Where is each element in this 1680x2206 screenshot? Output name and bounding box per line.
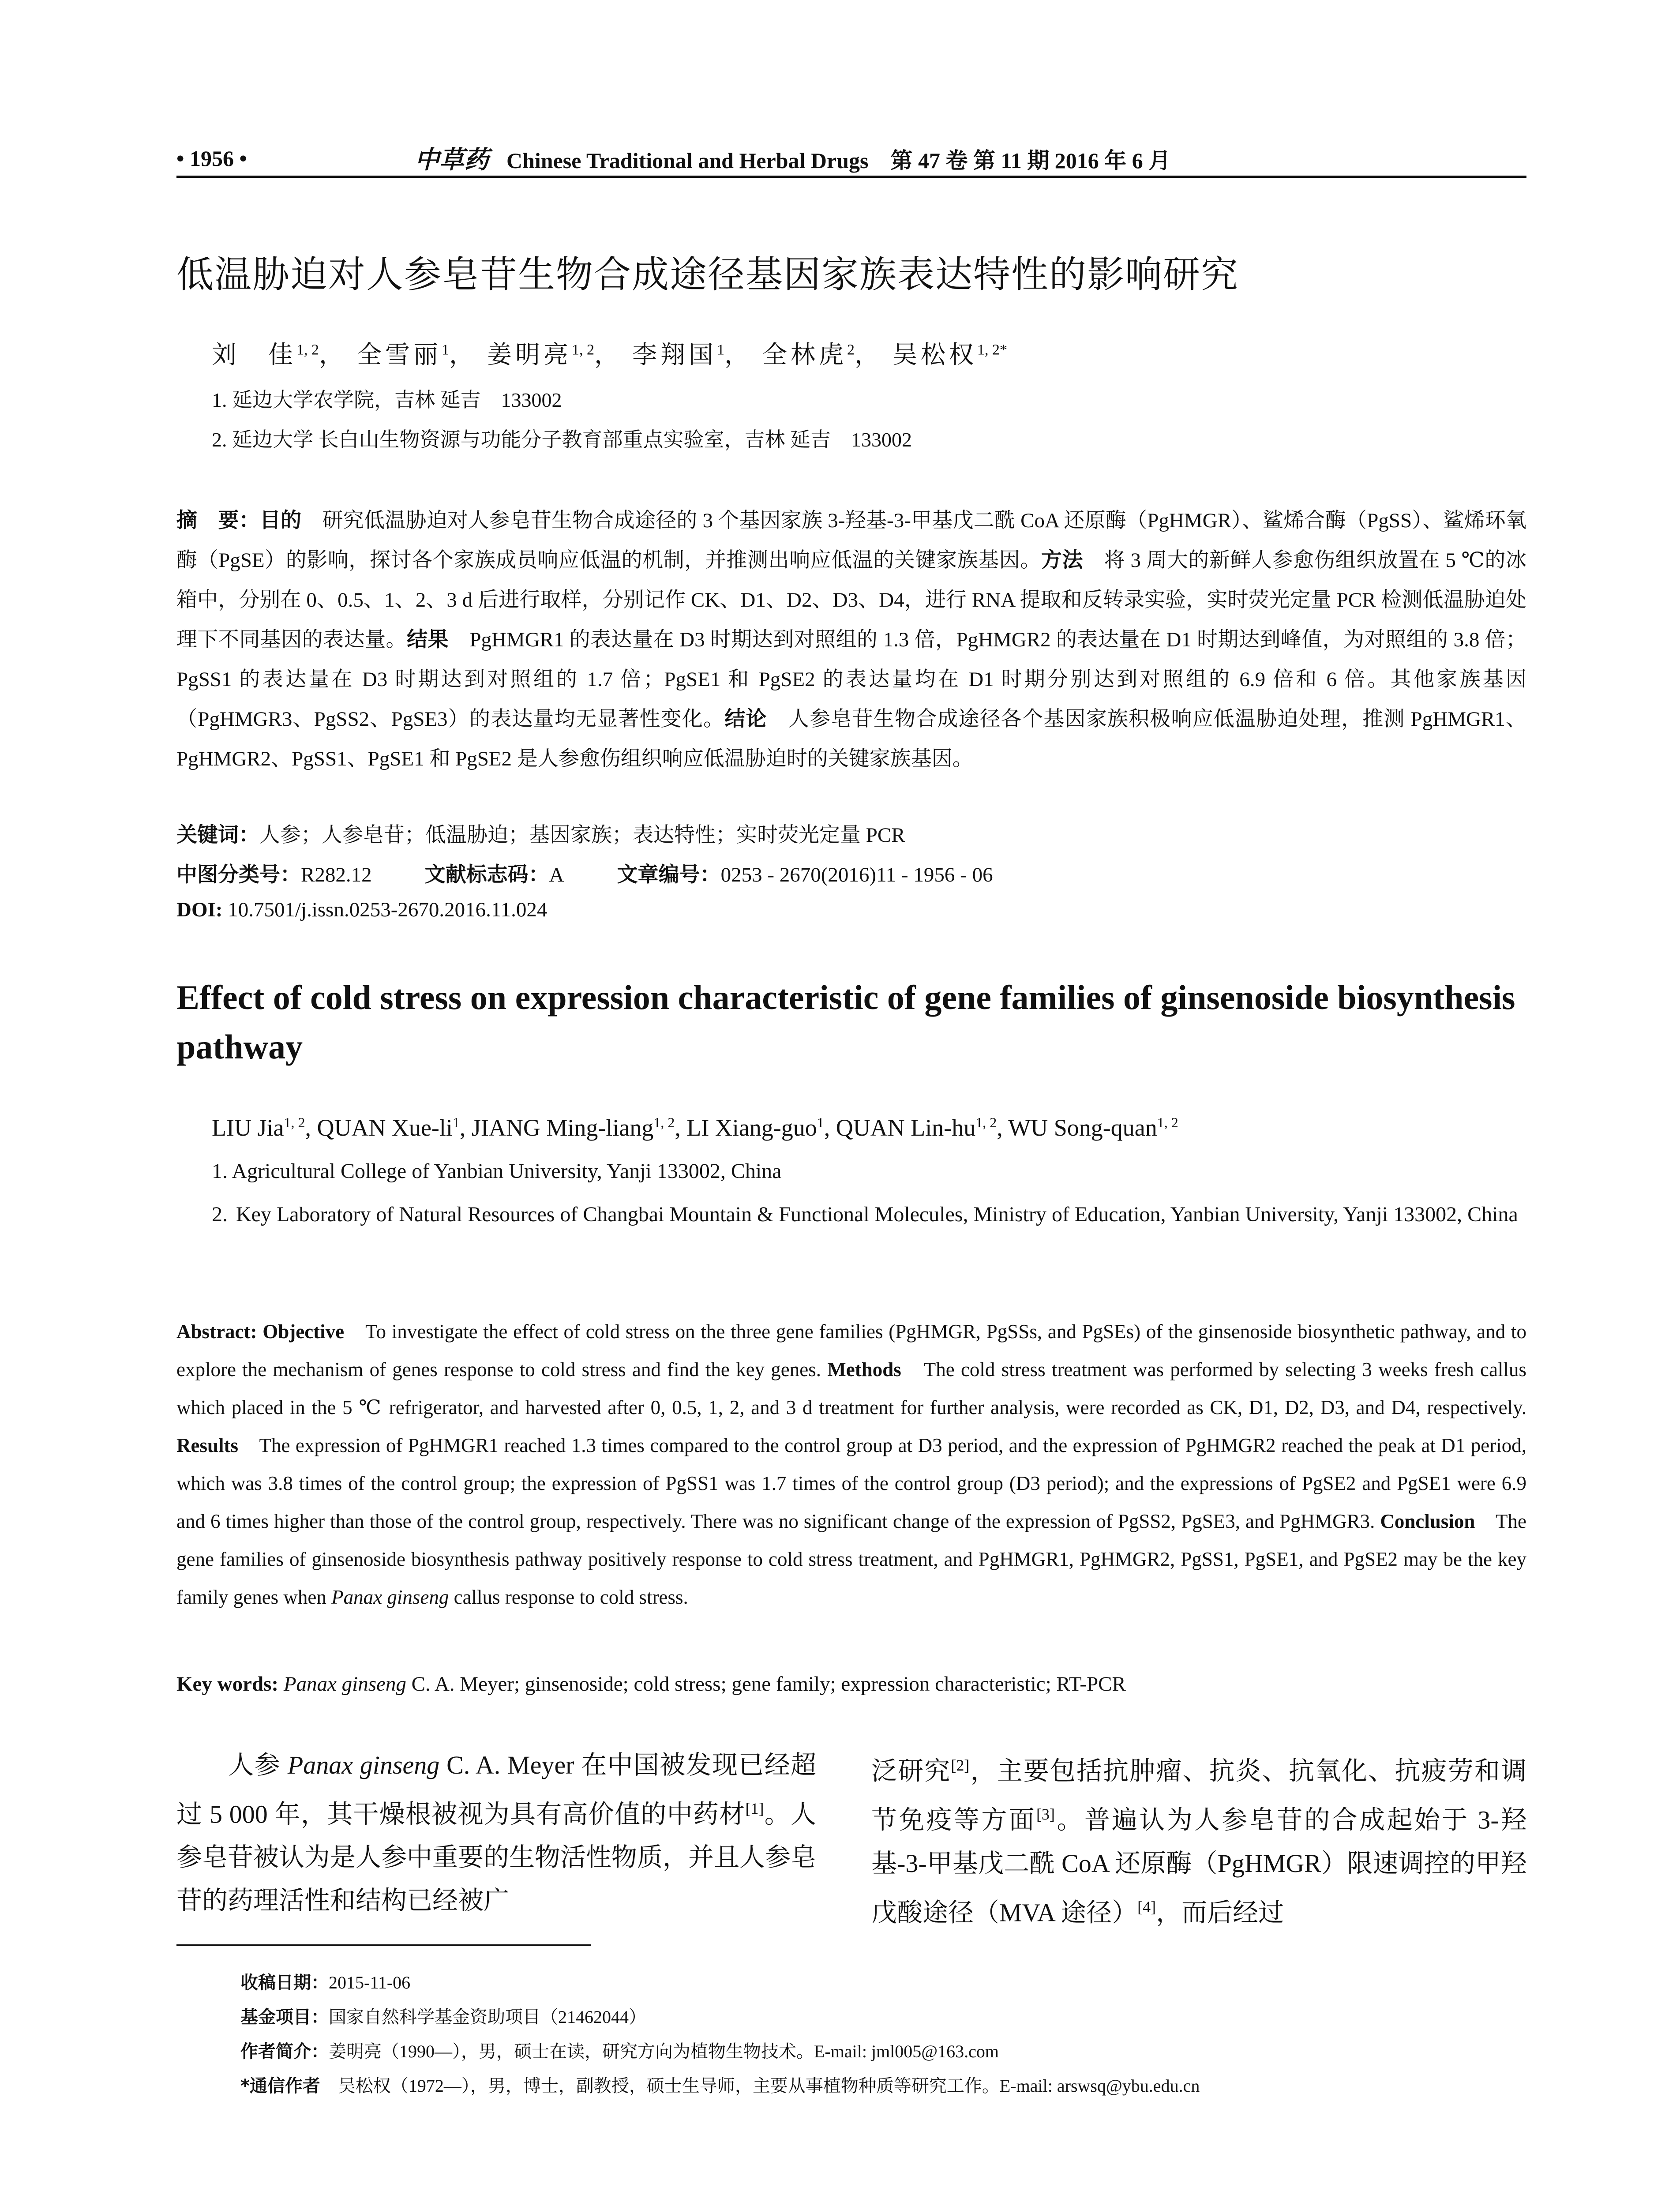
results-text: PgHMGR1 的表达量在 D3 时期达到对照组的 1.3 倍，PgHMGR2 的表达量在 D1 时期达到峰值，为对照组的 3.8 倍；PgSS1 的表达量在 D3 时期达到对照组的 1.7 倍；PgSE1 和 PgSE2 的表达量均在 D1 时期分别达到对照组的 6.9 倍和 6 倍。其他家族基因（PgHMGR3、PgSS2、PgSE3）的表达量均无显著性变化。 [176, 628, 1526, 731]
article-no-value: 0253 - 2670(2016)11 - 1956 - 06 [720, 863, 993, 886]
affiliation-marker: 1, 2 [284, 1114, 305, 1130]
doc-code-value: A [549, 863, 564, 886]
affiliation-marker: 1, 2 [296, 341, 319, 358]
bio-text: 姜明亮（1990—），男，硕士在读，研究方向为植物生物技术。E-mail: jml005@163.com [329, 2041, 999, 2061]
received-label: 收稿日期： [240, 1973, 329, 1993]
methods-text: The cold stress treatment was performed by selecting 3 weeks fresh callus which placed in the 5 ℃ refrigerator, and harvested after 0, 0.5, 1, 2, and 3 d treatment for further analysis, were recorded as CK, D1, D2, D3, and D4, respectively. [176, 1358, 1526, 1418]
separator: , [997, 1114, 1009, 1141]
cn-affiliation-1: 1. 延边大学农学院，吉林 延吉 133002 [212, 389, 562, 411]
footnote-fund [240, 2003, 646, 2028]
en-author: QUAN Lin-hu [836, 1114, 976, 1141]
affiliation-marker: 1, 2 [975, 1114, 997, 1130]
affiliation-marker: 1, 2* [977, 341, 1007, 358]
clc-value: R282.12 [301, 863, 372, 886]
separator: ， [594, 341, 622, 369]
cn-author: 姜明亮 [487, 341, 572, 369]
keywords-label: Key words: [176, 1673, 279, 1696]
cn-author: 刘 佳 [212, 341, 296, 369]
separator: , [824, 1114, 836, 1141]
conclusion-label: Conclusion [1380, 1510, 1475, 1532]
body-text: C. A. Meyer 在中国被发现已经超过 5 000 年，其干燥根被视为具有高价值的中药材 [176, 1751, 816, 1829]
conclusion-text: The gene families of ginsenoside biosynthesis pathway positively response to cold stress treatment, and PgHMGR1, PgHMGR2, PgSS1, PgSE1, and PgSE2 may be the key family genes when [176, 1510, 1526, 1608]
footnote-corresponding [240, 2072, 1200, 2097]
header-rule [176, 176, 1526, 178]
methods-label: Methods [827, 1358, 901, 1381]
running-header [176, 140, 1526, 176]
en-author: LIU Jia [212, 1114, 284, 1141]
affiliation-marker: 1 [817, 1114, 824, 1130]
methods-text: 将 3 周大的新鲜人参愈伤组织放置在 5 ℃的冰箱中，分别在 0、0.5、1、2、3 d 后进行取样，分别记作 CK、D1、D2、D3、D4，进行 RNA 提取和反转录实验，实时荧光定量 PCR 检测低温胁迫处理下不同基因的表达量。 [176, 549, 1526, 651]
doi-line [176, 898, 547, 922]
body-text: 。人参皂苷被认为是人参中重要的生物活性物质，并且人参皂苷的药理活性和结构已经被广 [176, 1800, 817, 1915]
cn-abstract [176, 501, 1526, 779]
citation-ref[interactable]: [1] [745, 1800, 764, 1817]
abstract-label: 摘 要： [176, 508, 260, 533]
body-column-left [176, 1744, 816, 1922]
methods-label: 方法 [1041, 548, 1084, 572]
affiliation-marker: 1, 2 [1157, 1114, 1178, 1130]
en-author: QUAN Xue-li [317, 1114, 453, 1141]
body-text: 人参 [228, 1751, 288, 1779]
results-label: 结果 [406, 627, 449, 652]
cn-authors [212, 335, 1007, 371]
affiliation-marker: 1 [452, 1114, 460, 1130]
body-text: 。普遍认为人参皂苷的合成起始于 3-羟基-3-甲基戊二酰 CoA 还原酶（PgHMGR）限速调控的甲羟戊酸途径（MVA 途径） [871, 1805, 1526, 1927]
objective-text: 研究低温胁迫对人参皂苷生物合成途径的 3 个基因家族 3-羟基-3-甲基戊二酰 CoA 还原酶（PgHMGR）、鲨烯合酶（PgSS）、鲨烯环氧酶（PgSE）的影响，探讨各个家族成员响应低温的机制，并推测出响应低温的关键家族基因。 [176, 509, 1526, 572]
affiliation-marker: 1 [717, 341, 724, 358]
affiliation-number: 2. [212, 1203, 228, 1226]
citation-ref[interactable]: [4] [1137, 1898, 1156, 1916]
cn-keywords [176, 818, 905, 848]
objective-label: 目的 [259, 508, 302, 533]
separator: , [459, 1114, 472, 1141]
conclusion-text: 人参皂苷生物合成途径各个基因家族积极响应低温胁迫处理，推测 PgHMGR1、PgHMGR2、PgSS1、PgSE1 和 PgSE2 是人参愈伤组织响应低温胁迫时的关键家族基因。 [176, 708, 1526, 770]
page-number: • 1956 • [176, 146, 248, 171]
cn-author: 全雪丽 [357, 341, 442, 369]
cn-classification [176, 858, 993, 888]
affiliation-marker: 1, 2 [572, 341, 594, 358]
affiliation-text: Key Laboratory of Natural Resources of Changbai Mountain & Functional Molecules, Ministry of Education, Yanbian University, Yanji 133002, China [236, 1203, 1518, 1226]
keywords-text: C. A. Meyer; ginsenoside; cold stress; gene family; expression characteristic; RT-PCR [406, 1673, 1126, 1696]
doi-label: DOI: [176, 898, 223, 921]
article-no-label: 文章编号： [617, 863, 721, 887]
bio-label: 作者简介： [240, 2041, 329, 2062]
separator: ， [449, 341, 477, 369]
objective-text: To investigate the effect of cold stress on the three gene families (PgHMGR, PgSSs, and PgSEs) of the ginsenoside biosynthetic pathway, and to explore the mechanism of genes response to cold stress and find the key genes. [176, 1321, 1526, 1381]
journal-logo: 中草药 [415, 146, 489, 174]
body-text: 泛研究 [871, 1756, 951, 1786]
cn-title: 低温胁迫对人参皂苷生物合成途径基因家族表达特性的影响研究 [176, 253, 1239, 296]
cn-author: 吴松权 [892, 341, 977, 369]
cn-author: 全林虎 [762, 341, 847, 369]
separator: ， [724, 341, 753, 369]
species-name: Panax ginseng [331, 1586, 449, 1608]
fund-text: 国家自然科学基金资助项目（21462044） [329, 2007, 646, 2027]
corresponding-text: 吴松权（1972—），男，博士，副教授，硕士生导师，主要从事植物种质等研究工作。E-mail: arswsq@ybu.edu.cn [320, 2076, 1200, 2096]
cn-author: 李翔国 [632, 341, 717, 369]
en-author: LI Xiang-guo [686, 1114, 817, 1141]
fund-label: 基金项目： [240, 2007, 329, 2027]
received-date: 2015-11-06 [329, 1973, 411, 1992]
keywords-label: 关键词： [176, 823, 259, 847]
separator: ， [855, 341, 883, 369]
en-title: Effect of cold stress on expression characteristic of gene families of ginsenoside biosynthesis pathway [176, 978, 1515, 1066]
footnote-author-bio [240, 2037, 999, 2063]
citation-ref[interactable]: [2] [951, 1756, 970, 1774]
body-column-right [871, 1744, 1526, 1934]
en-abstract [176, 1313, 1526, 1616]
corresponding-label: *通信作者 [240, 2076, 320, 2096]
en-affiliation-2 [212, 1196, 1526, 1234]
journal-name: Chinese Traditional and Herbal Drugs [506, 148, 869, 173]
separator: ， [319, 341, 347, 369]
keywords-text: 人参；人参皂苷；低温胁迫；基因家族；表达特性；实时荧光定量 PCR [259, 824, 905, 847]
en-author: JIANG Ming-liang [471, 1114, 654, 1141]
results-text: The expression of PgHMGR1 reached 1.3 times compared to the control group at D3 period, and the expression of PgHMGR2 reached the peak at D1 period, which was 3.8 times of the control group; the expression of PgSS1 was 1.7 times of the control group (D3 period); and the expressions of PgSE2 and PgSE1 were 6.9 and 6 times higher than those of the control group, respectively. There was no significant change of the expression of PgSS2, PgSE3, and PgHMGR3. [176, 1434, 1526, 1532]
abstract-objective-label: Abstract: Objective [176, 1321, 345, 1343]
citation-ref[interactable]: [3] [1036, 1805, 1055, 1823]
conclusion-label: 结论 [724, 707, 767, 731]
affiliation-marker: 1 [442, 341, 449, 358]
issue-info: 第 47 卷 第 11 期 2016 年 6 月 [890, 148, 1171, 173]
cn-affiliation-2: 2. 延边大学 长白山生物资源与功能分子教育部重点实验室，吉林 延吉 133002 [212, 428, 912, 451]
separator: , [305, 1114, 317, 1141]
journal-header [415, 140, 1170, 176]
en-authors [212, 1114, 1178, 1141]
clc-label: 中图分类号： [176, 863, 301, 887]
footnote-received [240, 1969, 410, 1994]
species-name: Panax ginseng [278, 1673, 406, 1696]
body-text: ，主要包括抗肿瘤、抗炎、抗氧化、抗疲劳和调节免疫等方面 [871, 1756, 1526, 1835]
results-label: Results [176, 1434, 239, 1456]
species-name: Panax ginseng [287, 1751, 440, 1779]
affiliation-marker: 1, 2 [653, 1114, 675, 1130]
doc-code-label: 文献标志码： [424, 863, 549, 887]
affiliation-marker: 2 [847, 341, 855, 358]
body-text: ，而后经过 [1156, 1898, 1284, 1927]
separator: , [675, 1114, 687, 1141]
en-keywords [176, 1672, 1526, 1696]
en-affiliation-1: 1. Agricultural College of Yanbian University, Yanji 133002, China [212, 1159, 782, 1183]
doi-value[interactable]: 10.7501/j.issn.0253-2670.2016.11.024 [222, 898, 548, 921]
en-author: WU Song-quan [1008, 1114, 1157, 1141]
conclusion-text-end: callus response to cold stress. [449, 1586, 688, 1608]
footnote-rule [176, 1944, 591, 1946]
